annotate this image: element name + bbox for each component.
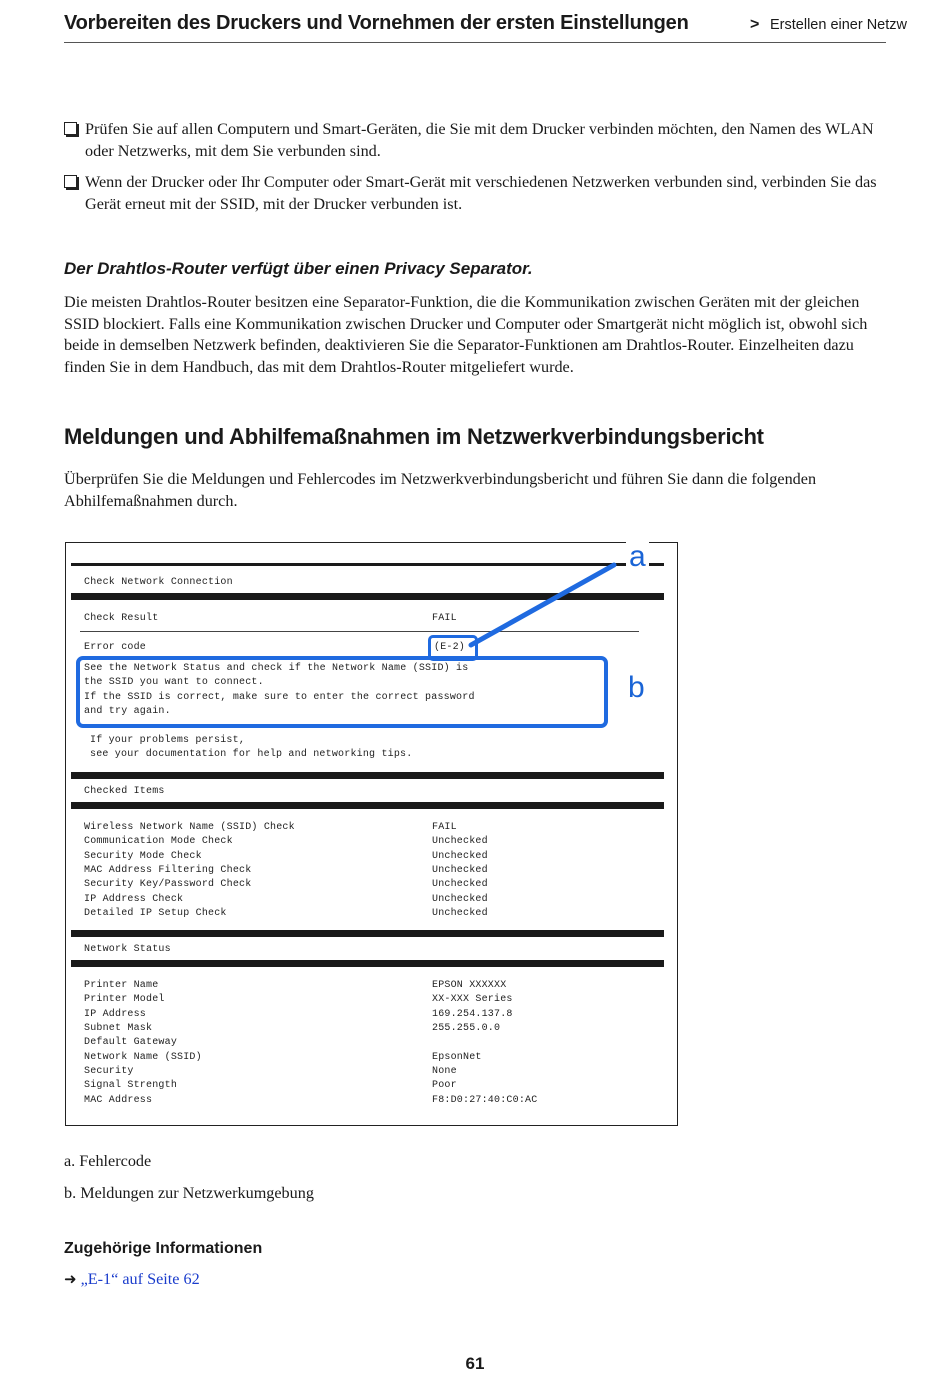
- checked-item-label: Wireless Network Name (SSID) Check: [84, 822, 295, 833]
- status-label: Signal Strength: [84, 1080, 178, 1091]
- message-line: See the Network Status and check if the Network Name (SSID) is: [84, 663, 469, 674]
- check-result-label: Check Result: [84, 613, 159, 624]
- related-info-heading: Zugehörige Informationen: [64, 1240, 263, 1257]
- status-label: Security: [84, 1066, 134, 1077]
- section-title: Erstellen einer Netzw: [770, 17, 907, 33]
- related-link[interactable]: [64, 1270, 200, 1289]
- status-label: Printer Model: [84, 994, 165, 1005]
- checked-item-value: Unchecked: [432, 894, 488, 905]
- checked-item-value: Unchecked: [432, 908, 488, 919]
- status-label: Subnet Mask: [84, 1023, 153, 1034]
- status-label: Default Gateway: [84, 1037, 178, 1048]
- status-value: EPSON XXXXXX: [432, 980, 507, 991]
- status-label: Printer Name: [84, 980, 159, 991]
- list-item-text: Prüfen Sie auf allen Computern und Smart-Geräten, die Sie mit dem Drucker verbinden möchten, den Namen des WLAN oder Netzwerks, mit dem Sie verbunden sind.: [85, 120, 874, 160]
- report-title: Check Network Connection: [84, 577, 233, 588]
- network-report-image: [65, 542, 678, 1126]
- arrow-right-icon: ➜: [64, 1272, 77, 1288]
- paragraph: Die meisten Drahtlos-Router besitzen eine Separator-Funktion, die die Kommunikation zwischen Geräten mit der gleichen SSID blockiert. Falls eine Kommunikation zwischen Drucker und Computer oder Smartgerät nicht möglich ist, obwohl sich beide in demselben Netzwerk befinden, deaktivieren Sie die Separator-Funktionen am Drahtlos-Router. Einzelheiten dazu finden Sie in dem Handbuch, das mit dem Drahtlos-Router mitgeliefert wurde.: [64, 293, 868, 377]
- related-link-text[interactable]: „E-1“ auf Seite 62: [80, 1270, 200, 1288]
- checked-item-value: Unchecked: [432, 836, 488, 847]
- status-value: 169.254.137.8: [432, 1009, 513, 1020]
- list-item: [64, 118, 886, 162]
- breadcrumb-separator: >: [750, 16, 760, 33]
- running-header: [64, 10, 907, 43]
- checked-item-value: FAIL: [432, 822, 457, 833]
- checked-item-label: Security Key/Password Check: [84, 879, 252, 890]
- caption: a. Fehlercode: [64, 1152, 152, 1170]
- status-value: Poor: [432, 1080, 457, 1091]
- error-code-label: Error code: [84, 642, 147, 653]
- callout-a-label: a: [626, 540, 649, 574]
- chapter-title: Vorbereiten des Druckers und Vornehmen der ersten Einstellungen: [64, 12, 689, 34]
- checkbox-bullet-icon: [64, 175, 77, 188]
- error-code-value: (E-2): [434, 642, 466, 653]
- status-value: XX-XXX Series: [432, 994, 513, 1005]
- list-item: [64, 171, 886, 215]
- checkbox-bullet-icon: [64, 122, 77, 135]
- list-item-text: Wenn der Drucker oder Ihr Computer oder Smart-Gerät mit verschiedenen Netzwerken verbunden sind, verbinden Sie das Gerät erneut mit der SSID, mit der Drucker verbunden ist.: [85, 173, 877, 213]
- subsection-heading: Der Drahtlos-Router verfügt über einen Privacy Separator.: [64, 259, 533, 278]
- status-label: IP Address: [84, 1009, 147, 1020]
- checked-item-value: Unchecked: [432, 879, 488, 890]
- persist-line: see your documentation for help and networking tips.: [90, 749, 413, 760]
- callout-b-label: b: [628, 671, 645, 704]
- checked-item-value: Unchecked: [432, 851, 488, 862]
- page-number: 61: [465, 1354, 485, 1373]
- network-status-title: Network Status: [84, 944, 171, 955]
- message-line: the SSID you want to connect.: [84, 677, 264, 688]
- message-line: and try again.: [84, 706, 171, 717]
- checked-item-value: Unchecked: [432, 865, 488, 876]
- status-label: MAC Address: [84, 1095, 153, 1106]
- bullet-list: [64, 118, 886, 224]
- status-label: Network Name (SSID): [84, 1052, 202, 1063]
- checked-item-label: MAC Address Filtering Check: [84, 865, 252, 876]
- persist-line: If your problems persist,: [90, 735, 246, 746]
- check-result-value: FAIL: [432, 613, 457, 624]
- paragraph: Überprüfen Sie die Meldungen und Fehlercodes im Netzwerkverbindungsbericht und führen Sie dann die folgenden Abhilfemaßnahmen durch.: [64, 470, 817, 510]
- callout-line: [66, 543, 677, 1125]
- status-value: EpsonNet: [432, 1052, 482, 1063]
- caption: b. Meldungen zur Netzwerkumgebung: [64, 1184, 314, 1202]
- checked-item-label: Detailed IP Setup Check: [84, 908, 227, 919]
- status-value: 255.255.0.0: [432, 1023, 501, 1034]
- checked-item-label: Communication Mode Check: [84, 836, 233, 847]
- checked-item-label: IP Address Check: [84, 894, 184, 905]
- message-line: If the SSID is correct, make sure to enter the correct password: [84, 692, 475, 703]
- section-heading: Meldungen und Abhilfemaßnahmen im Netzwerkverbindungsbericht: [64, 424, 764, 449]
- checked-item-label: Security Mode Check: [84, 851, 202, 862]
- status-value: None: [432, 1066, 457, 1077]
- status-value: F8:D0:27:40:C0:AC: [432, 1095, 538, 1106]
- checked-items-title: Checked Items: [84, 786, 165, 797]
